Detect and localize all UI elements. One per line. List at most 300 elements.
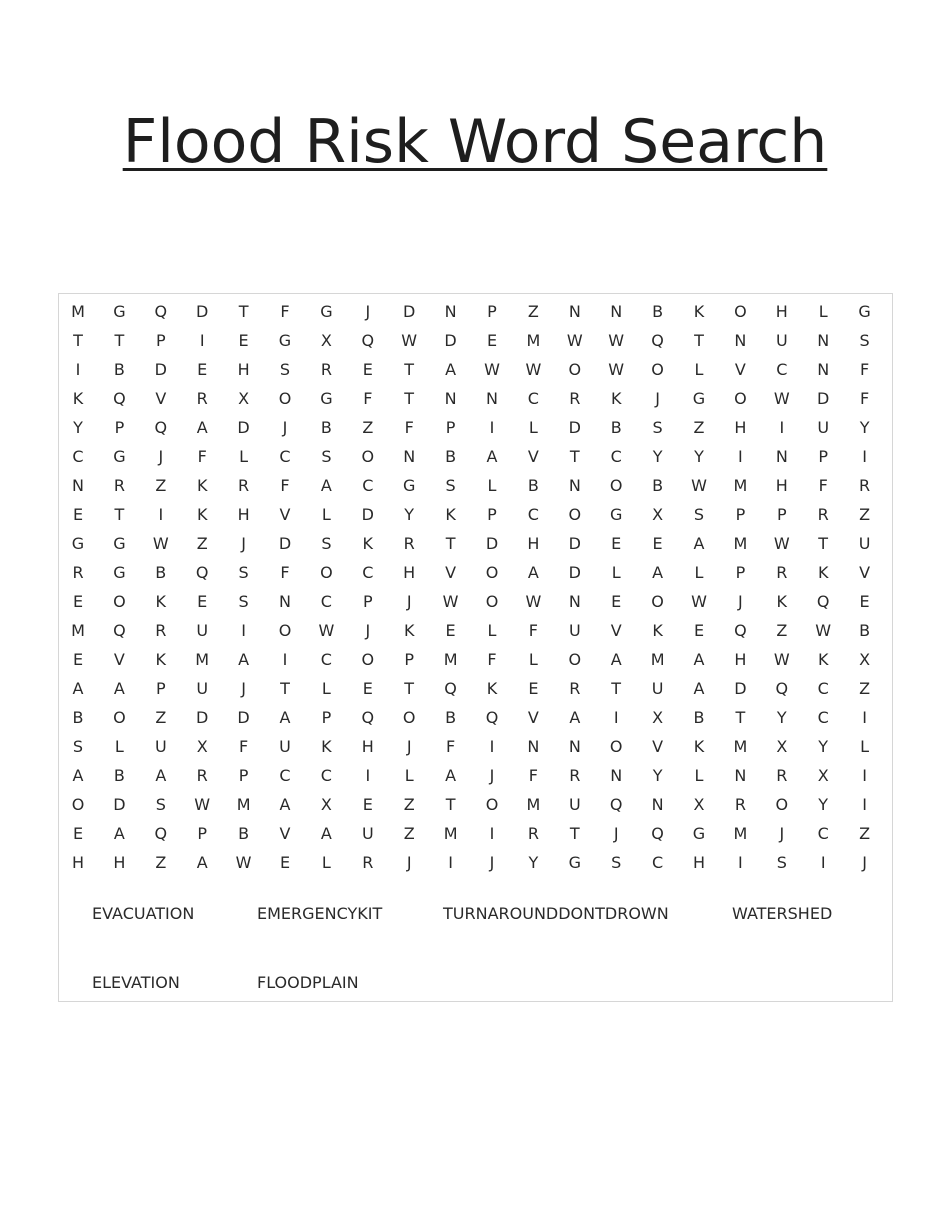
grid-letter: K: [693, 302, 705, 321]
grid-letter: B: [113, 360, 125, 379]
grid-letter: R: [734, 795, 746, 814]
grid-letter: U: [154, 737, 167, 756]
grid-letter: V: [155, 389, 167, 408]
grid-letter: W: [773, 389, 790, 408]
grid-row: [59, 592, 894, 621]
grid-letter: L: [114, 737, 124, 756]
grid-letter: S: [859, 331, 870, 350]
grid-letter: H: [403, 563, 416, 582]
grid-letter: L: [694, 766, 704, 785]
grid-letter: B: [72, 708, 84, 727]
grid-letter: C: [320, 650, 332, 669]
grid-letter: A: [72, 679, 84, 698]
grid-letter: U: [651, 679, 664, 698]
grid-letter: J: [241, 534, 246, 553]
grid-letter: L: [404, 766, 414, 785]
grid-letter: P: [487, 505, 497, 524]
grid-letter: A: [113, 824, 125, 843]
grid-letter: A: [279, 795, 291, 814]
grid-letter: S: [321, 447, 332, 466]
grid-letter: J: [655, 389, 660, 408]
grid-letter: Q: [485, 708, 499, 727]
grid-letter: H: [361, 737, 374, 756]
grid-letter: E: [859, 592, 870, 611]
grid-letter: B: [652, 302, 664, 321]
grid-letter: E: [72, 824, 84, 843]
grid-letter: T: [694, 331, 704, 350]
grid-letter: A: [486, 447, 498, 466]
grid-letter: A: [196, 418, 208, 437]
grid-letter: M: [526, 331, 541, 350]
grid-letter: I: [241, 621, 246, 640]
grid-letter: J: [613, 824, 619, 843]
grid-letter: G: [71, 534, 85, 553]
grid-letter: M: [443, 650, 458, 669]
grid-letter: P: [404, 650, 415, 669]
grid-letter: E: [72, 592, 84, 611]
grid-letter: Y: [818, 737, 829, 756]
grid-letter: U: [196, 679, 209, 698]
grid-letter: B: [155, 563, 167, 582]
grid-letter: R: [320, 360, 332, 379]
grid-letter: I: [282, 650, 288, 669]
grid-letter: I: [365, 766, 371, 785]
grid-letter: K: [155, 592, 167, 611]
grid-letter: N: [279, 592, 291, 611]
grid-letter: G: [320, 302, 333, 321]
grid-letter: L: [818, 302, 828, 321]
grid-letter: I: [779, 418, 785, 437]
grid-letter: O: [278, 621, 292, 640]
grid-letter: F: [487, 650, 497, 669]
grid-letter: F: [197, 447, 207, 466]
grid-letter: Y: [859, 418, 870, 437]
grid-letter: T: [445, 795, 456, 814]
grid-letter: S: [652, 418, 663, 437]
grid-letter: L: [321, 679, 331, 698]
grid-letter: Z: [403, 795, 415, 814]
grid-letter: I: [738, 853, 743, 872]
grid-letter: W: [608, 360, 625, 379]
grid-letter: V: [610, 621, 622, 640]
grid-row: [59, 563, 894, 592]
grid-letter: S: [776, 853, 787, 872]
grid-letter: W: [484, 360, 500, 379]
grid-letter: N: [817, 331, 830, 350]
grid-letter: G: [609, 505, 623, 524]
grid-letter: T: [404, 679, 415, 698]
grid-letter: Y: [528, 853, 539, 872]
grid-letter: L: [528, 418, 538, 437]
grid-letter: C: [362, 476, 374, 495]
grid-letter: U: [568, 621, 581, 640]
grid-letter: W: [566, 331, 583, 350]
grid-letter: F: [528, 621, 538, 640]
grid-letter: D: [403, 302, 416, 321]
grid-letter: S: [611, 853, 622, 872]
grid-letter: R: [859, 476, 871, 495]
grid-letter: Q: [113, 389, 126, 408]
grid-letter: F: [528, 766, 538, 785]
grid-letter: D: [237, 708, 250, 727]
grid-letter: L: [239, 447, 249, 466]
grid-row: [59, 650, 894, 679]
grid-letter: X: [652, 708, 664, 727]
grid-letter: H: [71, 853, 85, 872]
grid-letter: O: [361, 650, 375, 669]
grid-letter: W: [525, 360, 542, 379]
grid-letter: R: [155, 621, 167, 640]
grid-letter: K: [486, 679, 498, 698]
grid-letter: D: [237, 418, 250, 437]
grid-letter: T: [238, 302, 249, 321]
grid-letter: O: [609, 737, 623, 756]
grid-letter: I: [489, 824, 495, 843]
grid-letter: D: [485, 534, 499, 553]
grid-row: [59, 766, 894, 795]
grid-row: [59, 360, 894, 389]
grid-letter: A: [72, 766, 84, 785]
grid-letter: O: [775, 795, 789, 814]
grid-letter: Z: [776, 621, 788, 640]
grid-letter: J: [365, 302, 371, 321]
grid-letter: Z: [196, 534, 208, 553]
grid-row: [59, 505, 894, 534]
grid-letter: N: [775, 447, 788, 466]
grid-row: [59, 708, 894, 737]
grid-letter: D: [734, 679, 747, 698]
grid-letter: S: [72, 737, 84, 756]
grid-letter: I: [489, 418, 495, 437]
grid-letter: I: [75, 360, 81, 379]
grid-letter: Q: [195, 563, 209, 582]
grid-letter: N: [817, 360, 830, 379]
grid-letter: P: [776, 505, 787, 524]
grid-letter: E: [528, 679, 539, 698]
grid-row: [59, 679, 894, 708]
grid-letter: M: [71, 302, 85, 321]
grid-letter: K: [693, 737, 705, 756]
grid-letter: P: [818, 447, 829, 466]
grid-letter: K: [321, 737, 332, 756]
grid-letter: V: [527, 708, 539, 727]
grid-letter: H: [775, 302, 788, 321]
grid-letter: H: [734, 418, 747, 437]
grid-letter: B: [610, 418, 622, 437]
grid-letter: E: [486, 331, 498, 350]
grid-letter: L: [611, 563, 621, 582]
grid-letter: N: [610, 766, 623, 785]
grid-letter: K: [445, 505, 456, 524]
grid-letter: A: [113, 679, 125, 698]
grid-letter: Z: [155, 708, 167, 727]
word-list-item: TURNAROUNDDONTDROWN: [443, 904, 669, 923]
grid-letter: R: [569, 766, 581, 785]
grid-letter: Z: [859, 505, 871, 524]
grid-letter: V: [113, 650, 125, 669]
word-list-item: EMERGENCYKIT: [257, 904, 383, 923]
grid-letter: D: [113, 795, 126, 814]
grid-letter: O: [485, 592, 499, 611]
grid-letter: Z: [859, 824, 871, 843]
grid-row: [59, 534, 894, 563]
grid-letter: A: [320, 476, 332, 495]
grid-letter: C: [817, 824, 829, 843]
grid-letter: J: [241, 679, 246, 698]
grid-letter: N: [403, 447, 416, 466]
grid-letter: Y: [652, 447, 663, 466]
grid-letter: K: [196, 476, 208, 495]
grid-letter: X: [776, 737, 788, 756]
grid-letter: L: [694, 563, 704, 582]
grid-letter: R: [238, 476, 250, 495]
grid-letter: T: [818, 534, 829, 553]
grid-letter: L: [487, 621, 497, 640]
grid-letter: P: [321, 708, 332, 727]
grid-letter: O: [651, 592, 664, 611]
grid-letter: V: [279, 824, 291, 843]
grid-letter: X: [320, 331, 332, 350]
word-list-item: EVACUATION: [92, 904, 195, 923]
grid-row: [59, 331, 894, 360]
grid-letter: E: [693, 621, 705, 640]
grid-letter: X: [320, 795, 332, 814]
grid-letter: D: [568, 563, 581, 582]
grid-letter: E: [611, 592, 622, 611]
puzzle-box: [58, 293, 893, 1002]
grid-letter: A: [445, 360, 457, 379]
grid-letter: L: [694, 360, 704, 379]
grid-letter: Q: [609, 795, 623, 814]
grid-letter: B: [652, 476, 664, 495]
grid-letter: N: [568, 302, 581, 321]
grid-letter: P: [487, 302, 497, 321]
grid-letter: D: [568, 534, 581, 553]
grid-letter: F: [238, 737, 249, 756]
grid-row: [59, 824, 894, 853]
grid-letter: E: [197, 360, 208, 379]
grid-letter: K: [362, 534, 374, 553]
grid-letter: C: [817, 708, 829, 727]
grid-letter: U: [196, 621, 209, 640]
grid-letter: Q: [816, 592, 830, 611]
grid-letter: M: [733, 824, 748, 843]
grid-letter: W: [691, 476, 707, 495]
grid-letter: B: [113, 766, 125, 785]
grid-letter: E: [362, 679, 373, 698]
grid-letter: E: [72, 650, 84, 669]
grid-letter: T: [114, 331, 125, 350]
grid-letter: R: [569, 679, 581, 698]
grid-letter: K: [155, 650, 167, 669]
grid-letter: W: [235, 853, 252, 872]
grid-letter: J: [365, 621, 371, 640]
grid-letter: R: [569, 389, 581, 408]
grid-letter: L: [487, 476, 497, 495]
grid-letter: M: [236, 795, 251, 814]
grid-letter: Q: [154, 418, 168, 437]
grid-letter: N: [568, 592, 581, 611]
grid-letter: K: [652, 621, 663, 640]
grid-letter: K: [196, 505, 208, 524]
grid-letter: J: [862, 853, 867, 872]
grid-letter: B: [693, 708, 705, 727]
grid-letter: V: [527, 447, 539, 466]
grid-letter: U: [858, 534, 871, 553]
grid-letter: P: [735, 505, 746, 524]
grid-letter: I: [862, 447, 867, 466]
grid-letter: P: [238, 766, 249, 785]
grid-letter: P: [197, 824, 208, 843]
grid-letter: R: [113, 476, 125, 495]
grid-letter: H: [113, 853, 126, 872]
grid-row: [59, 447, 894, 476]
grid-letter: T: [611, 679, 622, 698]
grid-letter: S: [155, 795, 166, 814]
grid-letter: H: [692, 853, 706, 872]
grid-letter: W: [152, 534, 169, 553]
grid-letter: E: [445, 621, 456, 640]
grid-letter: B: [320, 418, 332, 437]
grid-letter: S: [238, 563, 249, 582]
grid-letter: Q: [775, 679, 789, 698]
grid-letter: U: [568, 795, 581, 814]
grid-letter: C: [320, 766, 332, 785]
grid-letter: T: [114, 505, 125, 524]
grid-letter: J: [158, 447, 164, 466]
grid-letter: Z: [362, 418, 374, 437]
grid-letter: C: [72, 447, 84, 466]
grid-letter: O: [485, 563, 499, 582]
grid-letter: R: [776, 563, 788, 582]
grid-letter: C: [610, 447, 622, 466]
grid-letter: A: [693, 650, 705, 669]
grid-letter: N: [651, 795, 664, 814]
grid-letter: Y: [73, 418, 83, 437]
grid-letter: T: [735, 708, 746, 727]
grid-letter: D: [361, 505, 374, 524]
grid-letter: W: [773, 534, 790, 553]
grid-letter: H: [237, 360, 250, 379]
grid-letter: V: [734, 360, 746, 379]
grid-row: [59, 418, 894, 447]
grid-letter: O: [113, 708, 126, 727]
grid-letter: P: [155, 679, 166, 698]
grid-letter: U: [775, 331, 788, 350]
grid-letter: D: [444, 331, 457, 350]
grid-letter: N: [444, 389, 457, 408]
grid-letter: N: [568, 476, 581, 495]
grid-letter: Y: [776, 708, 787, 727]
grid-letter: A: [196, 853, 208, 872]
grid-letter: R: [776, 766, 788, 785]
grid-letter: F: [859, 389, 870, 408]
grid-letter: C: [279, 447, 291, 466]
grid-row: [59, 476, 894, 505]
grid-letter: B: [445, 447, 457, 466]
grid-letter: X: [196, 737, 208, 756]
grid-letter: A: [693, 534, 705, 553]
grid-letter: J: [406, 592, 412, 611]
grid-letter: E: [652, 534, 663, 553]
grid-letter: N: [444, 302, 457, 321]
grid-letter: P: [362, 592, 373, 611]
grid-letter: I: [862, 766, 867, 785]
grid-letter: U: [361, 824, 374, 843]
grid-letter: X: [238, 389, 250, 408]
grid-letter: C: [279, 766, 291, 785]
grid-letter: L: [860, 737, 870, 756]
grid-letter: W: [525, 592, 542, 611]
grid-letter: O: [734, 302, 747, 321]
grid-letter: B: [445, 708, 457, 727]
grid-letter: X: [817, 766, 829, 785]
grid-letter: T: [445, 534, 456, 553]
grid-letter: F: [280, 302, 290, 321]
grid-letter: V: [279, 505, 291, 524]
grid-letter: Q: [651, 824, 664, 843]
grid-letter: O: [320, 563, 333, 582]
grid-letter: A: [652, 563, 664, 582]
grid-letter: V: [652, 737, 664, 756]
grid-letter: F: [859, 360, 870, 379]
grid-letter: Z: [859, 679, 871, 698]
grid-letter: Q: [154, 302, 168, 321]
grid-letter: W: [773, 650, 790, 669]
grid-letter: W: [401, 331, 418, 350]
grid-letter: Q: [113, 621, 126, 640]
word-list-item: FLOODPLAIN: [257, 973, 359, 992]
grid-letter: A: [527, 563, 539, 582]
grid-letter: D: [568, 418, 581, 437]
grid-letter: N: [72, 476, 84, 495]
grid-letter: G: [278, 331, 292, 350]
grid-letter: A: [693, 679, 705, 698]
grid-letter: S: [693, 505, 705, 524]
grid-letter: I: [820, 853, 826, 872]
grid-letter: R: [527, 824, 539, 843]
grid-letter: E: [362, 795, 373, 814]
grid-letter: O: [485, 795, 499, 814]
grid-letter: Y: [694, 447, 704, 466]
grid-letter: O: [278, 389, 292, 408]
grid-letter: F: [363, 389, 373, 408]
grid-letter: G: [692, 824, 706, 843]
grid-letter: R: [72, 563, 84, 582]
grid-letter: Q: [444, 679, 457, 698]
grid-letter: C: [776, 360, 788, 379]
grid-letter: I: [448, 853, 453, 872]
grid-letter: G: [858, 302, 871, 321]
grid-letter: G: [568, 853, 581, 872]
word-list-item: WATERSHED: [732, 904, 833, 923]
grid-letter: R: [817, 505, 829, 524]
grid-letter: Z: [693, 418, 705, 437]
grid-letter: J: [406, 737, 412, 756]
grid-letter: G: [113, 447, 126, 466]
grid-letter: Z: [403, 824, 415, 843]
grid-letter: I: [738, 447, 743, 466]
grid-letter: O: [113, 592, 126, 611]
grid-letter: L: [321, 505, 331, 524]
grid-letter: D: [196, 708, 209, 727]
grid-letter: W: [815, 621, 832, 640]
grid-letter: P: [155, 331, 166, 350]
grid-row: [59, 853, 894, 882]
grid-letter: Z: [155, 853, 167, 872]
grid-letter: F: [818, 476, 828, 495]
grid-letter: G: [113, 563, 126, 582]
